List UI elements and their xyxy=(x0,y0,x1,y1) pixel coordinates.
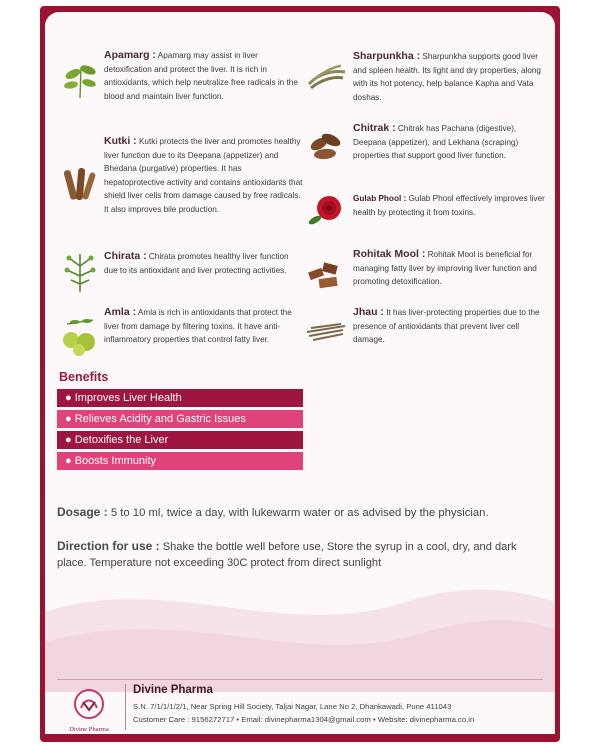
root-pieces-icon xyxy=(57,162,103,208)
ingredient-description: Amla is rich in antioxidants that protect the liver from damage by filtering toxins. It have anti-inflammatory properties that control fatty liver. xyxy=(104,308,292,345)
rose-icon xyxy=(303,188,349,234)
ingredient-sharpunkha-text xyxy=(353,50,545,104)
ingredient-description: Rohitak Mool is beneficial for managing fatty liver by improving liver function and promoting detoxification. xyxy=(353,250,537,287)
footer-divider xyxy=(57,679,543,680)
root-pile-icon xyxy=(303,122,349,168)
ingredient-description: Apamarg may assist in liver detoxification and protect the liver. It is rich in antioxidants, which help neutralize free radicals in the blood and maintain liver function. xyxy=(104,51,298,101)
benefit-label: Relieves Acidity and Gastric Issues xyxy=(74,413,246,425)
ingredient-amla-text xyxy=(104,306,304,347)
bark-pieces-icon xyxy=(303,252,349,298)
benefit-label: Detoxifies the Liver xyxy=(74,434,169,446)
ingredient-name: Amla : xyxy=(104,306,137,318)
twig-bundle-icon xyxy=(303,306,349,352)
ingredient-description: Chirata promotes healthy liver function due to its antioxidant and liver protecting activities. xyxy=(104,252,289,275)
company-contact: Customer Care : 9156272717 • Email: divinepharma1304@gmail.com • Website: divinepharma.co.in xyxy=(133,715,475,724)
herb-plant-icon xyxy=(57,248,103,294)
benefit-item: ● Detoxifies the Liver xyxy=(57,431,303,449)
dried-herb-icon xyxy=(303,54,349,100)
ingredient-name: Jhau : xyxy=(353,306,384,318)
ingredient-gulab-phool-text xyxy=(353,192,545,219)
benefit-item: ● Improves Liver Health xyxy=(57,389,303,407)
direction-label: Direction for use : xyxy=(57,539,160,553)
divine-pharma-logo-icon xyxy=(59,684,119,732)
benefit-item: ● Relieves Acidity and Gastric Issues xyxy=(57,410,303,428)
leaf-sprig-icon xyxy=(57,56,103,102)
benefit-label: Boosts Immunity xyxy=(74,455,157,467)
ingredient-description: Kutki protects the liver and promotes healthy liver function due to its Deepana (appetizer) and Bhedana (purgative) properties. It has hepatoprotective activity and contains antioxidants that shield liver cells from damage caused by free radicals. It also improves bile production. xyxy=(104,137,303,214)
company-name: Divine Pharma xyxy=(133,684,213,696)
amla-fruit-icon xyxy=(57,312,103,358)
ingredient-name: Gulab Phool : xyxy=(353,194,407,203)
direction-text xyxy=(57,538,545,571)
content-card xyxy=(45,12,555,734)
dosage-text xyxy=(57,505,547,519)
ingredient-description: Gulab Phool effectively improves liver health by protecting it from toxins. xyxy=(353,194,545,217)
ingredient-description: It has liver-protecting properties due to the presence of antioxidants that prevent liver cell damage. xyxy=(353,308,540,345)
benefit-item: ● Boosts Immunity xyxy=(57,452,303,470)
ingredient-description: Chitrak has Pachana (digestive), Deepana (appetizer), and Lekhana (scraping) properties that support good liver function. xyxy=(353,124,519,161)
ingredient-kutki-text xyxy=(104,135,304,217)
ingredient-name: Apamarg : xyxy=(104,49,156,61)
direction-value: Shake the bottle well before use, Store the syrup in a cool, dry, and dark place. Temperature not exceeding 30C protect from direct sunlight xyxy=(57,541,517,569)
ingredient-name: Chitrak : xyxy=(353,122,396,134)
dosage-label: Dosage : xyxy=(57,505,108,519)
ingredient-name: Chirata : xyxy=(104,250,147,262)
ingredient-description: Sharpunkha supports good liver and spleen health. Its light and dry properties, along with its hot potency, help balance Kapha and Vata doshas. xyxy=(353,52,541,102)
logo-text: Divine Pharma xyxy=(69,726,109,733)
benefits-title: Benefits xyxy=(59,370,109,384)
ingredient-jhau-text xyxy=(353,306,545,347)
ingredient-chirata-text xyxy=(104,250,304,277)
ingredient-chitrak-text xyxy=(353,122,545,163)
ingredient-apamarg-text xyxy=(104,49,304,103)
ingredient-rohitak-mool-text xyxy=(353,248,545,289)
background-wave xyxy=(45,572,555,692)
ingredient-name: Rohitak Mool : xyxy=(353,248,426,260)
ingredient-name: Kutki : xyxy=(104,135,137,147)
dosage-value: 5 to 10 ml, twice a day, with lukewarm water or as advised by the physician. xyxy=(110,507,489,519)
ingredient-name: Sharpunkha : xyxy=(353,50,421,62)
benefit-label: Improves Liver Health xyxy=(74,392,182,404)
company-address: S.N. 7/1/1/1/2/1, Near Spring Hill Society, Taljai Nagar, Lane No 2, Dhankawadi, Pune 411043 xyxy=(133,702,452,711)
footer-vertical-divider xyxy=(125,684,126,730)
